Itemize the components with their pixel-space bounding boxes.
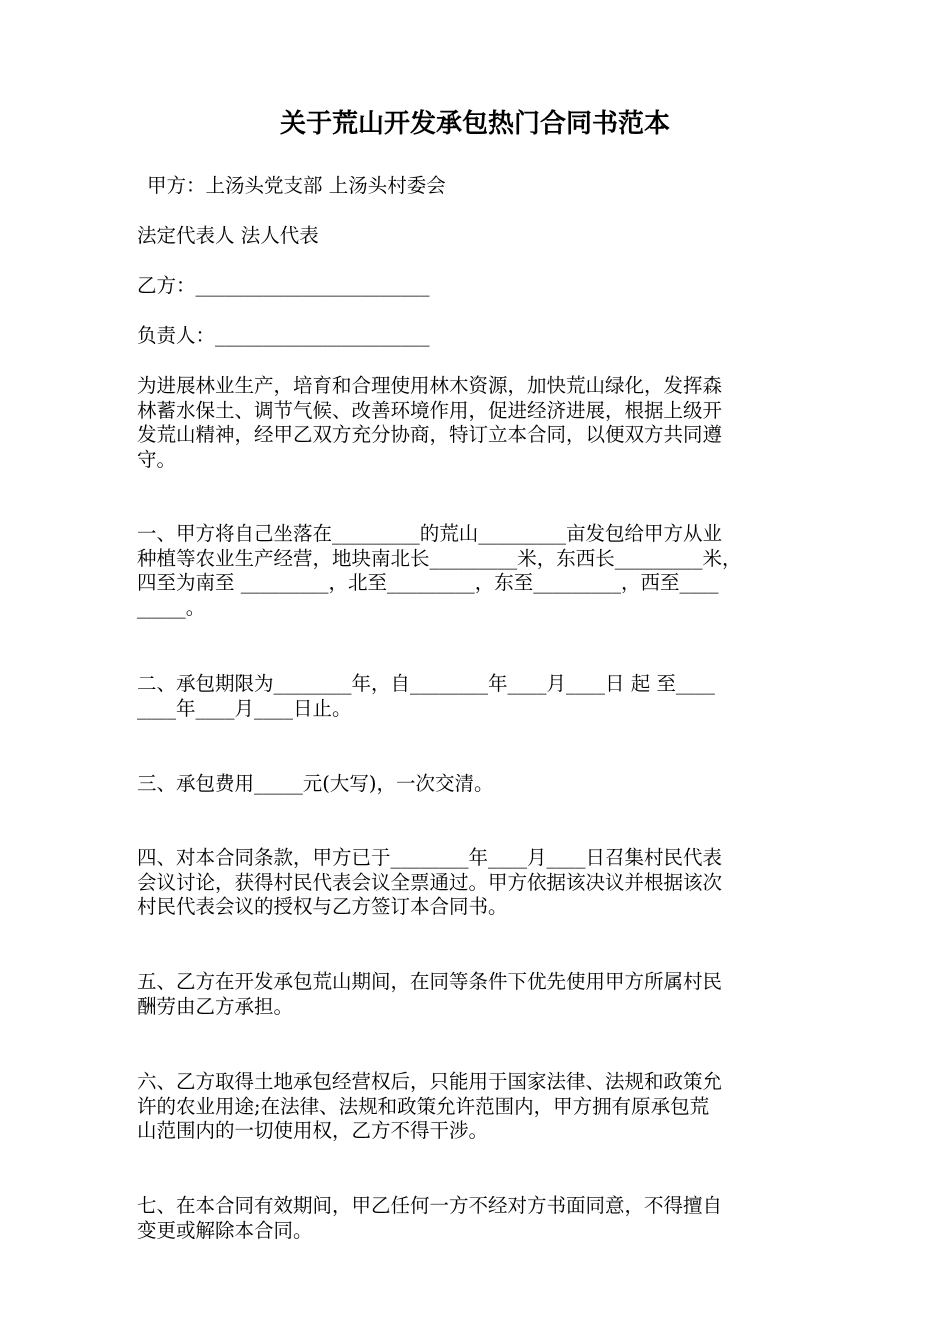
clause-line: ____年____月____日止。 <box>137 696 352 720</box>
clause-7-paragraph <box>137 1194 817 1243</box>
clause-4-paragraph <box>137 846 817 920</box>
preamble-paragraph <box>137 374 817 472</box>
clause-5-paragraph <box>137 970 817 1019</box>
clause-line: 五、乙方在开发承包荒山期间，在同等条件下优先使用甲方所属村民 <box>137 970 723 993</box>
clause-line: 二、承包期限为________年，自________年____月____日 起 至____ <box>137 672 715 695</box>
clause-line: 四至为南至 _________，北至_________，东至_________，西至____ <box>137 571 719 594</box>
preamble-line: 为进展林业生产，培育和合理使用林木资源，加快荒山绿化，发挥森 <box>137 374 723 397</box>
clause-1-paragraph <box>137 522 817 620</box>
preamble-line: 守。 <box>137 447 177 471</box>
clause-2-paragraph <box>137 672 817 721</box>
clause-6-paragraph <box>137 1070 817 1144</box>
document-title: 关于荒山开发承包热门合同书范本 <box>279 109 670 139</box>
legal-representative-line: 法定代表人 法人代表 <box>137 224 319 247</box>
clause-line: 种植等农业生产经营，地块南北长_________米，东西长_________米， <box>137 546 742 570</box>
clause-line: 六、乙方取得土地承包经营权后，只能用于国家法律、法规和政策允 <box>137 1070 723 1093</box>
clause-line: _____。 <box>137 595 206 619</box>
party-b-line: 乙方：________________________ <box>137 274 430 297</box>
clause-3-paragraph <box>137 772 817 797</box>
clause-line: 四、对本合同条款，甲方已于________年____月____日召集村民代表 <box>137 846 723 869</box>
clause-line: 三、承包费用_____元(大写)，一次交清。 <box>137 772 494 795</box>
clause-line: 会议讨论，获得村民代表会议全票通过。甲方依据该决议并根据该次 <box>137 870 723 894</box>
responsible-person-line: 负责人：______________________ <box>137 324 430 347</box>
clause-line: 酬劳由乙方承担。 <box>137 994 294 1018</box>
clause-line: 山范围内的一切使用权，乙方不得干涉。 <box>137 1119 489 1142</box>
clause-line: 许的农业用途;在法律、法规和政策允许范围内，甲方拥有原承包荒 <box>137 1094 710 1118</box>
party-a-line: 甲方：上汤头党支部 上汤头村委会 <box>147 174 446 197</box>
clause-line: 七、在本合同有效期间，甲乙任何一方不经对方书面同意，不得擅自 <box>137 1194 723 1217</box>
clause-line: 变更或解除本合同。 <box>137 1218 313 1242</box>
clause-line: 一、甲方将自己坐落在_________的荒山_________亩发包给甲方从业 <box>137 522 723 545</box>
clause-line: 村民代表会议的授权与乙方签订本合同书。 <box>137 895 508 918</box>
preamble-line: 林蓄水保土、调节气候、改善环境作用，促进经济进展，根据上级开 <box>137 398 723 422</box>
preamble-line: 发荒山精神，经甲乙双方充分协商，特订立本合同，以便双方共同遵 <box>137 423 723 446</box>
